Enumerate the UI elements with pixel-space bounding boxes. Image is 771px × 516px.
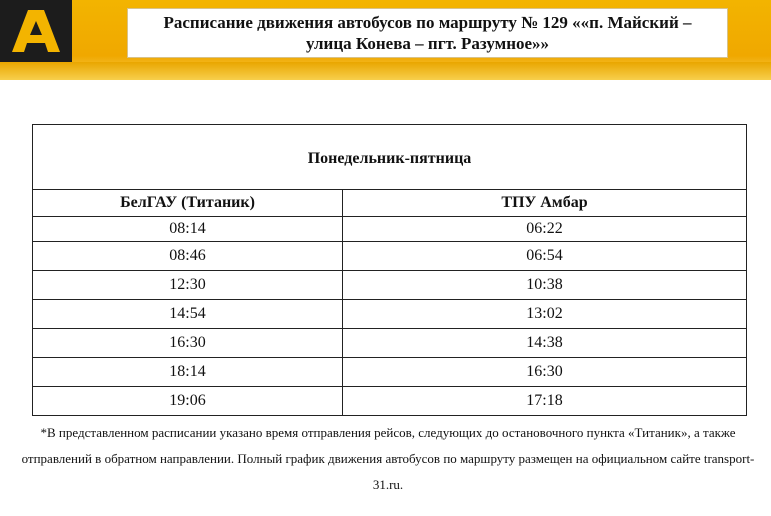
header-stripe — [0, 62, 771, 80]
departure-time-belgau: 14:54 — [33, 300, 343, 329]
table-row — [33, 271, 747, 300]
departure-time-belgau: 08:14 — [33, 217, 343, 242]
departure-time-tpu-ambar: 06:22 — [343, 217, 747, 242]
table-row — [33, 217, 747, 242]
page-title: Расписание движения автобусов по маршруту № 129 ««п. Майский – улица Конева – пгт. Разумное»» — [163, 13, 692, 53]
departure-time-belgau: 16:30 — [33, 329, 343, 358]
table-row — [33, 329, 747, 358]
period-row — [33, 125, 747, 190]
departure-time-tpu-ambar: 10:38 — [343, 271, 747, 300]
table-row — [33, 387, 747, 416]
schedule-table — [32, 124, 747, 416]
departure-time-belgau: 19:06 — [33, 387, 343, 416]
column-header-row — [33, 190, 747, 217]
departure-time-tpu-ambar: 13:02 — [343, 300, 747, 329]
column-header-tpu-ambar: ТПУ Амбар — [343, 190, 747, 217]
departure-time-tpu-ambar: 06:54 — [343, 242, 747, 271]
logo-a-icon — [8, 6, 64, 56]
departure-time-belgau: 08:46 — [33, 242, 343, 271]
departure-time-tpu-ambar: 17:18 — [343, 387, 747, 416]
departure-time-tpu-ambar: 14:38 — [343, 329, 747, 358]
logo — [0, 0, 72, 62]
period-heading: Понедельник-пятница — [33, 125, 747, 190]
table-row — [33, 242, 747, 271]
table-row — [33, 300, 747, 329]
departure-time-tpu-ambar: 16:30 — [343, 358, 747, 387]
column-header-belgau: БелГАУ (Титаник) — [33, 190, 343, 217]
departure-time-belgau: 12:30 — [33, 271, 343, 300]
footnote: *В представленном расписании указано время отправления рейсов, следующих до остановочного пункта «Титаник», а также отправлений в обратном направлении. Полный график движения автобусов по маршруту размещен на официальном сайте transport-31.ru. — [21, 425, 755, 492]
title-box — [127, 8, 728, 58]
departure-time-belgau: 18:14 — [33, 358, 343, 387]
table-row — [33, 358, 747, 387]
